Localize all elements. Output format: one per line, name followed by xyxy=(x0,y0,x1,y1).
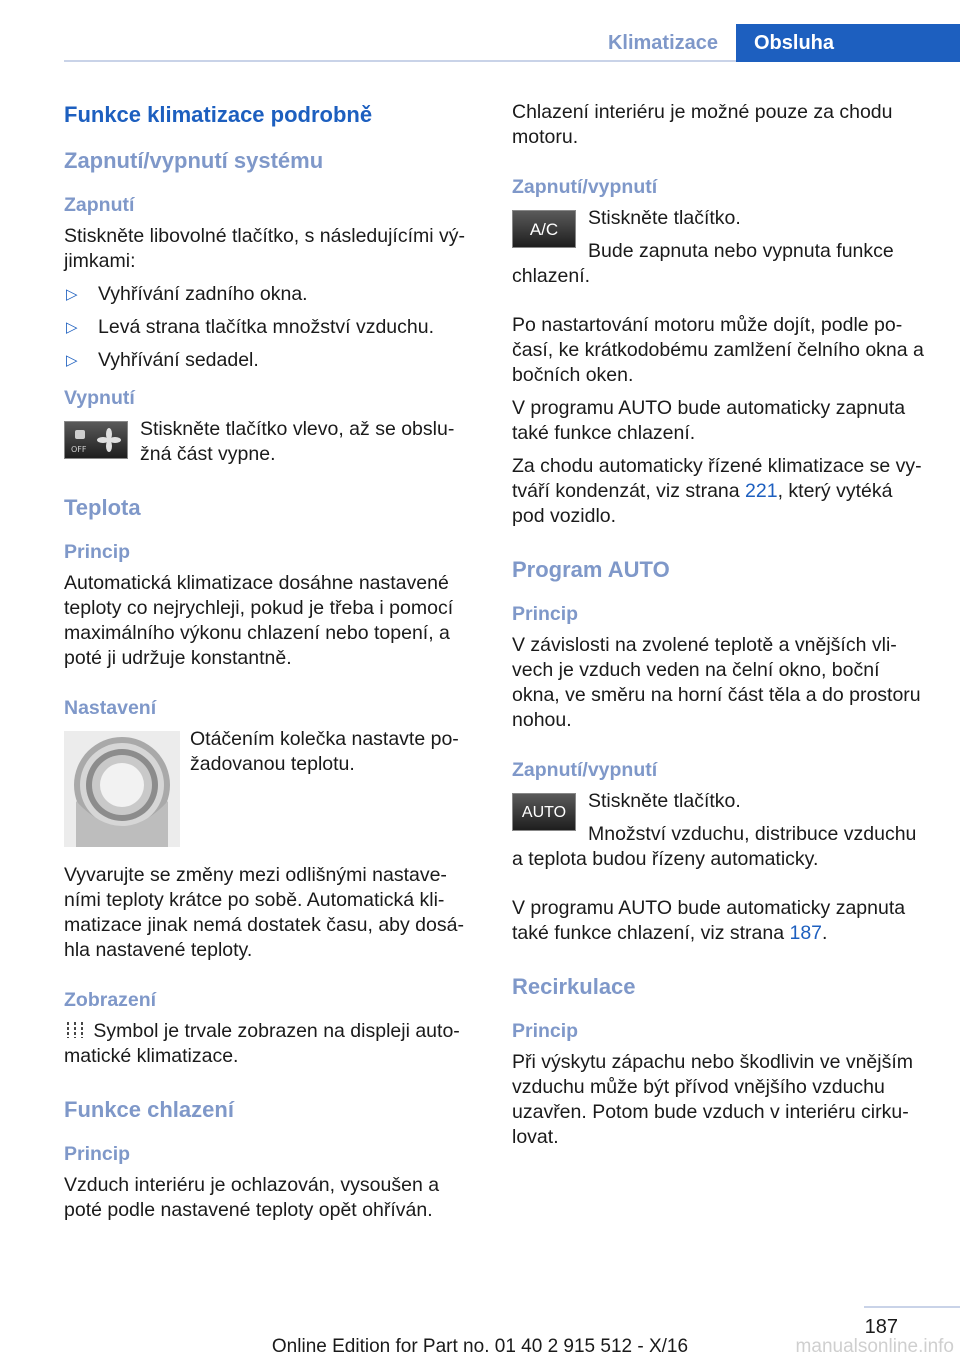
temperature-wheel-icon xyxy=(64,731,180,847)
auto-principle-text: V závislosti na zvolené teplotě a vnějších vli‐vech je vzduch veden na čelní okno, boční okna, ve směru na horní část těla a do prostoru nohou. xyxy=(512,634,921,731)
temperature-principle-text: Automatická klimatizace dosáhne nastavené teploty co nejrychleji, pokud je třeba i pomocí maximálního výkonu chlazení nebo topení, a poté ji udržuje konstantně. xyxy=(64,572,454,669)
list-item: ▷ Vyhřívání zadního okna. xyxy=(66,283,308,305)
edition-text: Online Edition for Part no. 01 40 2 915 512 - X/16 xyxy=(271,1336,689,1357)
off-instruction xyxy=(64,417,478,475)
off-fan-button-icon xyxy=(64,421,128,459)
auto-result-text: Množství vzduchu, distribuce vzduchu a teplota budou řízeny automaticky. xyxy=(512,823,917,870)
section-title: Funkce klimatizace podrobně xyxy=(64,102,373,127)
header-section-title: Klimatizace xyxy=(607,32,719,54)
triangle-bullet-icon: ▷ xyxy=(66,286,78,303)
auto-button-icon: AUTO xyxy=(512,793,576,831)
auto-onoff-heading: Zapnutí/vypnutí xyxy=(512,759,658,781)
warning-text: Vyvarujte se změny mezi odlišnými nastave‐ními teploty krátce po sobě. Automatická kli‐matizace jinak nemá dostatek času, aby dosá‐hla nastavené teploty. xyxy=(64,864,464,961)
footer-rule xyxy=(864,1306,960,1308)
on-text: Stiskněte libovolné tlačítko, s následujícími vý‐jimkami: xyxy=(64,225,466,272)
ac-onoff-heading: Zapnutí/vypnutí xyxy=(512,176,658,198)
exceptions-list xyxy=(64,282,478,373)
cooling-principle-text: Vzduch interiéru je ochlazován, vysoušen a poté podle nastavené teploty opět ohříván. xyxy=(64,1174,440,1221)
auto-press-text: Stiskněte tlačítko. xyxy=(588,790,741,812)
page-number: 187 xyxy=(864,1316,898,1338)
recirculation-principle-heading: Princip xyxy=(512,1020,579,1042)
on-heading: Zapnutí xyxy=(64,194,135,216)
setting-heading: Nastavení xyxy=(64,697,157,719)
ac-instruction xyxy=(512,206,930,297)
setting-text: Otáčením kolečka nastavte po‐žadovanou teplotu. xyxy=(190,728,459,775)
ac-press-text: Stiskněte tlačítko. xyxy=(588,207,741,229)
onoff-heading: Zapnutí/vypnutí systému xyxy=(64,148,324,173)
auto-program-heading: Program AUTO xyxy=(512,557,670,582)
off-text: Stiskněte tlačítko vlevo, až se obslu‐žná část vypne. xyxy=(140,418,455,465)
triangle-bullet-icon: ▷ xyxy=(66,352,78,369)
ac-button-icon: A/C xyxy=(512,210,576,248)
ac-result-text: Bude zapnuta nebo vypnuta funkce chlazení. xyxy=(512,240,894,287)
watermark: manualsonline.info xyxy=(795,1336,954,1357)
page-link-187[interactable]: 187 xyxy=(789,922,823,944)
temperature-heading: Teplota xyxy=(64,495,141,520)
fog-text: Po nastartování motoru může dojít, podle po‐časí, ke krátkodobému zamlžení čelního okna a bočních oken. xyxy=(512,314,924,386)
auto-cooling-ref-paragraph: V programu AUTO bude automaticky zapnuta také funkce chlazení, viz strana 187. xyxy=(512,897,906,944)
recirculation-heading: Recirkulace xyxy=(512,974,636,999)
page-link-221[interactable]: 221 xyxy=(745,480,778,502)
cooling-principle-heading: Princip xyxy=(64,1143,131,1165)
header-tab: Obsluha xyxy=(736,24,960,62)
display-paragraph xyxy=(64,1019,478,1069)
cooling-symbol-icon xyxy=(64,1020,86,1040)
setting-instruction xyxy=(64,727,478,847)
display-heading: Zobrazení xyxy=(64,989,157,1011)
condensate-paragraph: Za chodu automaticky řízené klimatizace se vy‐tváří kondenzát, viz strana 221, který vytéká pod vozidlo. xyxy=(512,455,922,527)
triangle-bullet-icon: ▷ xyxy=(66,319,78,336)
right-column xyxy=(512,100,930,1158)
svg-text:OFF: OFF xyxy=(71,445,87,454)
recirculation-principle-text: Při výskytu zápachu nebo škodlivin ve vnějším vzduchu může být přívod vnějšího vzduchu uzavřen. Potom bude vzduch v interiéru cirku‐lovat. xyxy=(512,1051,914,1148)
auto-cooling-text: V programu AUTO bude automaticky zapnuta také funkce chlazení. xyxy=(512,397,906,444)
list-item: ▷ Vyhřívání sedadel. xyxy=(66,349,259,371)
off-heading: Vypnutí xyxy=(64,387,135,409)
left-column xyxy=(64,100,478,1231)
cooling-heading: Funkce chlazení xyxy=(64,1097,234,1122)
auto-instruction xyxy=(512,789,930,880)
temperature-principle-heading: Princip xyxy=(64,541,131,563)
list-item: ▷ Levá strana tlačítka množství vzduchu. xyxy=(66,316,434,338)
auto-principle-heading: Princip xyxy=(512,603,579,625)
cooling-note: Chlazení interiéru je možné pouze za chodu motoru. xyxy=(512,101,893,148)
display-text: Symbol je trvale zobrazen na displeji auto‐matické klimatizace. xyxy=(64,1020,460,1067)
